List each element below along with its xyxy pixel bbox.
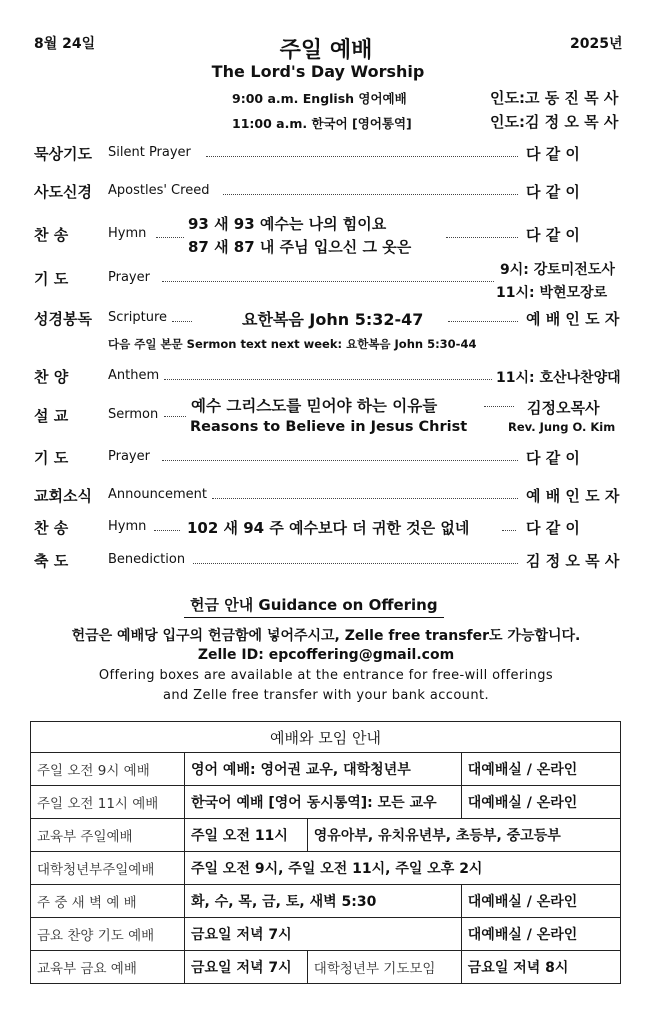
zelle-id: Zelle ID: epcoffering@gmail.com [197,647,455,663]
prayer2-en: Prayer [108,449,150,464]
page-title: 주일 예배 [279,38,373,63]
sermon-en: Sermon [108,407,159,422]
table-row [31,786,621,819]
silent-prayer-label: 묵상기도 [34,145,92,163]
next-week-text: 다음 주일 본문 Sermon text next week: 요한복음 John 5:30-44 [108,337,477,351]
row-time-2: 금요일 저녁 8시 [461,951,620,984]
row-place: 대예배실 / 온라인 [461,786,620,819]
prayer1-who-11: 11시: 박현모장로 [496,285,608,301]
page-subtitle: The Lord's Day Worship [211,62,425,81]
scripture-who: 예 배 인 도 자 [526,310,620,328]
row-label: 주일 오전 9시 예배 [31,753,185,786]
hymn1-line2: 87 새 87 내 주님 입으신 그 옷은 [188,238,412,256]
leader-dots [212,498,518,499]
offering-line-4: and Zelle free transfer with your bank account. [162,688,489,703]
hymn2-label: 찬 송 [34,519,69,537]
benediction-label: 축 도 [34,552,69,570]
prayer1-label: 기 도 [34,270,69,288]
prayer1-en: Prayer [108,270,150,285]
hymn2-who: 다 같 이 [526,519,580,537]
table-row [31,819,621,852]
service-leader-1: 인도:고 동 진 목 사 [490,89,619,107]
prayer2-who: 다 같 이 [526,449,580,467]
leader-dots [223,194,518,195]
table-row [31,885,621,918]
scripture-label: 성경봉독 [34,310,92,328]
row-place: 대예배실 / 온라인 [461,753,620,786]
sermon-title-en: Reasons to Believe in Jesus Christ [190,419,468,435]
announcement-en: Announcement [108,487,207,502]
benediction-who: 김 정 오 목 사 [526,552,620,570]
service-time-2: 11:00 a.m. 한국어 [영어통역] [232,116,412,131]
leader-dots [162,281,494,282]
leader-dots [164,416,186,417]
row-label: 주일 오전 11시 예배 [31,786,185,819]
row-desc: 영어 예배: 영어권 교우, 대학청년부 [185,753,462,786]
row-label: 교육부 주일예배 [31,819,185,852]
row-desc: 한국어 예배 [영어 동시통역]: 모든 교우 [185,786,462,819]
bulletin-year: 2025년 [570,36,623,52]
table-row [31,918,621,951]
row-times: 주일 오전 9시, 주일 오전 11시, 주일 오후 2시 [185,852,621,885]
hymn2-en: Hymn [108,519,147,534]
creed-label: 사도신경 [34,183,92,201]
scripture-en: Scripture [108,310,168,325]
hymn1-line1: 93 새 93 예수는 나의 힘이요 [188,215,387,233]
anthem-en: Anthem [108,368,160,383]
offering-line-1: 헌금은 예배당 입구의 헌금함에 넣어주시고, Zelle free transfer도 가능합니다. [71,628,581,644]
leader-dots [162,460,518,461]
offering-heading: 헌금 안내 Guidance on Offering [184,594,444,618]
leader-dots [502,530,516,531]
row-desc: 금요일 저녁 7시 [185,918,462,951]
leader-dots [156,237,184,238]
row-time: 금요일 저녁 7시 [185,951,308,984]
announcement-who: 예 배 인 도 자 [526,487,620,505]
row-desc: 화, 수, 목, 금, 토, 새벽 5:30 [185,885,462,918]
anthem-label: 찬 양 [34,368,69,386]
leader-dots [446,237,518,238]
sermon-who: 김정오목사 [527,399,600,417]
service-schedule-table [30,721,621,984]
row-time: 주일 오전 11시 [185,819,308,852]
leader-dots [448,321,518,322]
announcement-label: 교회소식 [34,487,92,505]
prayer1-who-9: 9시: 강토미전도사 [500,262,615,278]
row-groups: 영유아부, 유치유년부, 초등부, 중고등부 [307,819,620,852]
silent-prayer-who: 다 같 이 [526,145,580,163]
leader-dots [193,563,518,564]
creed-who: 다 같 이 [526,183,580,201]
prayer2-label: 기 도 [34,449,69,467]
anthem-who: 11시: 호산나찬양대 [496,370,621,386]
service-time-1: 9:00 a.m. English 영어예배 [232,91,407,106]
silent-prayer-en: Silent Prayer [108,145,191,160]
row-label-2: 대학청년부 기도모임 [307,951,461,984]
leader-dots [484,406,514,407]
scripture-text: 요한복음 John 5:32-47 [242,310,424,329]
row-label: 금요 찬양 기도 예배 [31,918,185,951]
row-label: 대학청년부주일예배 [31,852,185,885]
row-label: 교육부 금요 예배 [31,951,185,984]
sermon-label: 설 교 [34,407,69,425]
leader-dots [164,379,492,380]
creed-en: Apostles' Creed [108,183,210,198]
row-label: 주 중 새 벽 예 배 [31,885,185,918]
leader-dots [154,530,180,531]
row-place: 대예배실 / 온라인 [461,885,620,918]
service-leader-2: 인도:김 정 오 목 사 [490,113,619,131]
hymn1-en: Hymn [108,226,147,241]
table-row [31,951,621,984]
table-heading: 예배와 모임 안내 [31,722,621,753]
leader-dots [206,156,518,157]
hymn1-label: 찬 송 [34,226,69,244]
bulletin-date: 8월 24일 [34,36,96,52]
table-row [31,852,621,885]
table-row [31,753,621,786]
row-place: 대예배실 / 온라인 [461,918,620,951]
sermon-who-en: Rev. Jung O. Kim [508,420,616,434]
sermon-title-kr: 예수 그리스도를 믿어야 하는 이유들 [191,397,438,415]
hymn2-text: 102 새 94 주 예수보다 더 귀한 것은 없네 [187,519,470,537]
benediction-en: Benediction [108,552,186,567]
hymn1-who: 다 같 이 [526,226,580,244]
offering-line-3: Offering boxes are available at the entrance for free-will offerings [98,668,554,683]
leader-dots [172,321,192,322]
